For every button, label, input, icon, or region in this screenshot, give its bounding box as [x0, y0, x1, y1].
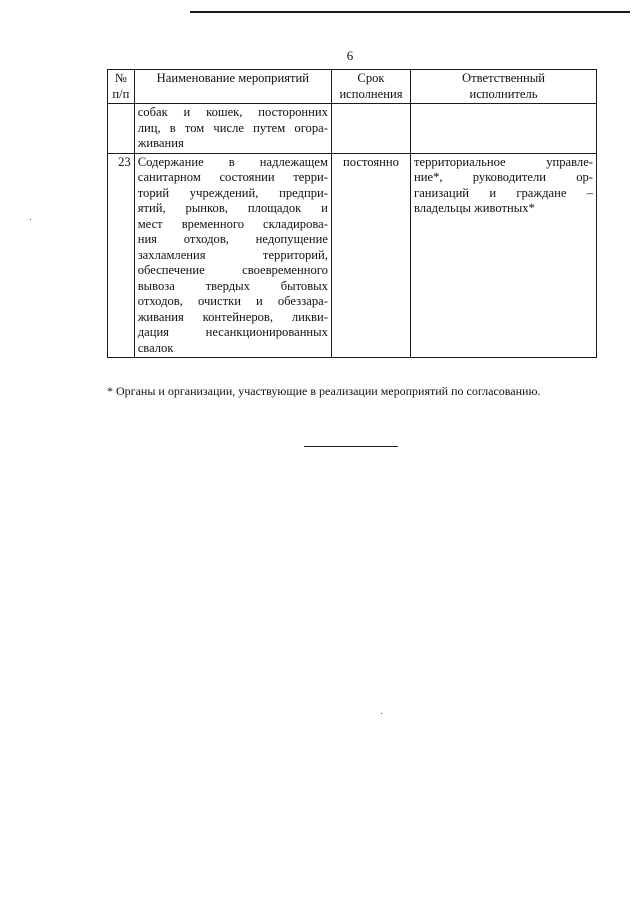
row-23-name-line-4: ятий, рынков, площадок и [137, 201, 328, 215]
footnote: * Органы и организации, участвующие в реализации мероприятий по согласованию. [107, 384, 541, 398]
measures-table [107, 69, 597, 358]
continuation-responsible-cell [411, 104, 597, 154]
continuation-term-cell [331, 104, 410, 154]
header-term-line-2: исполнения [339, 86, 403, 101]
continuation-name-line-3: живания [137, 136, 184, 150]
row-23-name-line-5: мест временного складирова- [137, 216, 328, 231]
table-header-row [108, 70, 597, 104]
row-23-responsible-line-1: территориальное управле- [414, 154, 593, 169]
continuation-number-cell [108, 104, 135, 154]
row-23-name-line-2: санитарном состоянии терри- [137, 170, 328, 184]
row-23-name-line-7: захламления территорий, [137, 247, 328, 262]
row-23-name-cell [134, 153, 331, 358]
header-responsible-line-1: Ответственный [462, 71, 545, 85]
header-number [108, 70, 135, 104]
scan-speck [381, 713, 382, 714]
scan-speck [30, 219, 31, 220]
continuation-name-line-2: лиц, в том числе путем огора- [137, 120, 328, 135]
continuation-name-line-1: собак и кошек, посторонних [137, 105, 328, 119]
table-row [108, 153, 597, 358]
page-number: 6 [346, 48, 354, 63]
row-23-name-line-13: свалок [137, 340, 174, 355]
row-23-responsible-cell [411, 153, 597, 358]
row-23-name-line-8: обеспечение своевременного [137, 263, 328, 277]
top-rule [190, 11, 630, 13]
header-responsible [411, 70, 597, 104]
header-term [331, 70, 410, 104]
row-23-responsible-line-2: ние*, руководители ор- [414, 170, 593, 184]
row-23-name-line-1: Содержание в надлежащем [137, 154, 328, 169]
row-23-responsible-line-4: владельцы животных* [414, 201, 535, 215]
table-row [108, 104, 597, 154]
row-23-name-line-3: торий учреждений, предпри- [137, 185, 328, 200]
row-23-responsible-line-3: ганизаций и граждане – [414, 185, 593, 200]
row-23-name-line-9: вывоза твердых бытовых [137, 278, 328, 293]
row-23-name-line-10: отходов, очистки и обеззара- [137, 294, 328, 308]
row-23-term-cell: постоянно [331, 153, 410, 358]
row-23-name-line-12: дация несанкционированных [137, 325, 328, 339]
header-responsible-line-2: исполнитель [469, 86, 538, 101]
row-23-name-line-11: живания контейнеров, ликви- [137, 309, 328, 324]
header-number-line-2: п/п [112, 86, 130, 101]
row-23-number-cell: 23 [108, 153, 135, 358]
header-term-line-1: Срок [357, 71, 385, 85]
row-23-name-line-6: ния отходов, недопущение [137, 232, 328, 246]
header-number-line-1: № [114, 71, 127, 85]
continuation-name-cell [134, 104, 331, 154]
bottom-rule [304, 446, 398, 447]
header-name: Наименование мероприятий [134, 70, 331, 104]
